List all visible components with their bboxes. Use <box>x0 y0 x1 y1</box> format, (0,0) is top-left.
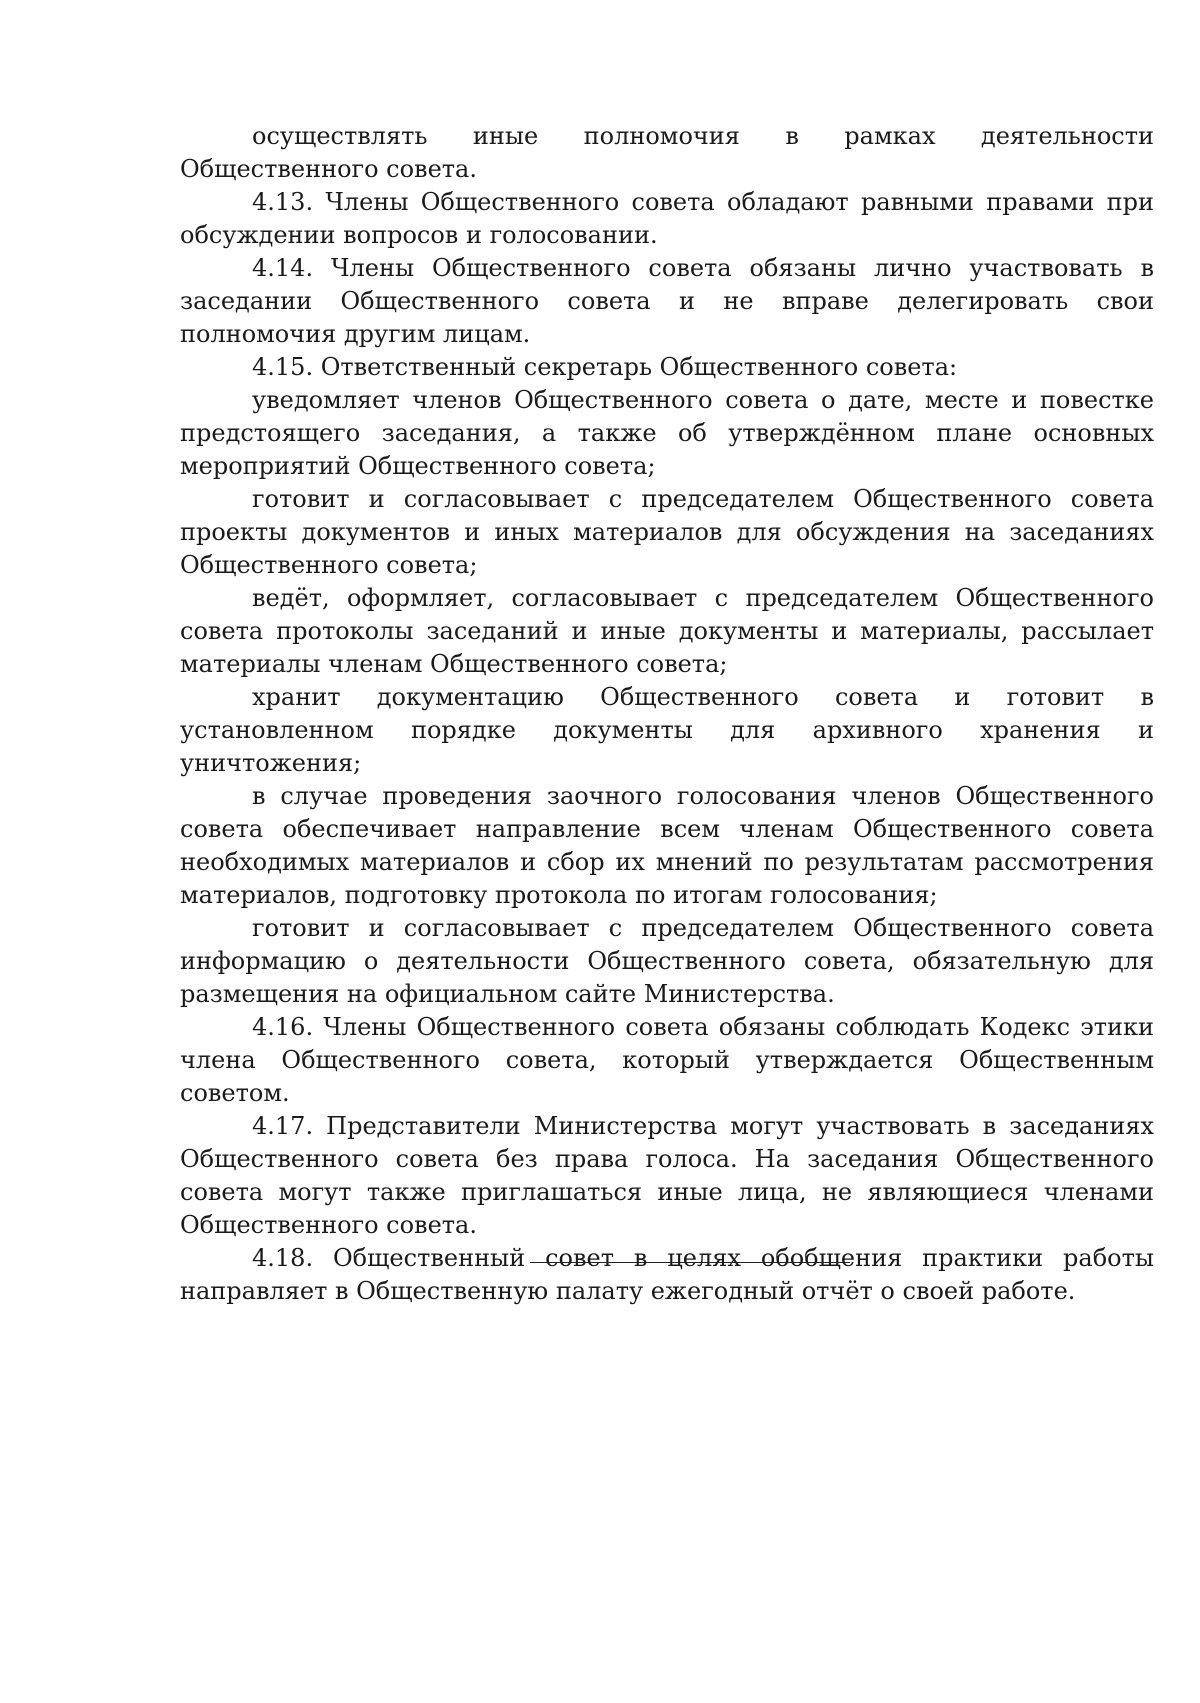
paragraph-4-18: 4.18. Общественный совет в целях обобщения практики работы направляет в Общественную палату ежегодный отчёт о своей работе. <box>180 1244 1154 1305</box>
paragraph-4-14: 4.14. Члены Общественного совета обязаны лично участвовать в заседании Общественного совета и не вправе делегировать свои полномочия другим лицам. <box>180 254 1154 348</box>
end-divider-line <box>530 1262 850 1263</box>
paragraph-secretary-absentee-vote: в случае проведения заочного голосования членов Общественного совета обеспечивает направление всем членам Общественного совета необходимых материалов и сбор их мнений по результатам рассмотрения материалов, подготовку протокола по итогам голосования; <box>180 782 1154 909</box>
document-body <box>180 120 1154 1308</box>
paragraph-4-16: 4.16. Члены Общественного совета обязаны соблюдать Кодекс этики члена Общественного совета, который утверждается Общественным советом. <box>180 1013 1154 1107</box>
paragraph-secretary-minutes: ведёт, оформляет, согласовывает с председателем Общественного совета протоколы заседаний и иные документы и материалы, рассылает материалы членам Общественного совета; <box>180 584 1154 678</box>
paragraph-continuation: осуществлять иные полномочия в рамках деятельности Общественного совета. <box>180 122 1154 183</box>
paragraph-secretary-notifies: уведомляет членов Общественного совета о дате, месте и повестке предстоящего заседания, а также об утверждённом плане основных мероприятий Общественного совета; <box>180 386 1154 480</box>
paragraph-secretary-archive: хранит документацию Общественного совета и готовит в установленном порядке документы для архивного хранения и уничтожения; <box>180 683 1154 777</box>
paragraph-secretary-prepares: готовит и согласовывает с председателем Общественного совета проекты документов и иных материалов для обсуждения на заседаниях Общественного совета; <box>180 485 1154 579</box>
paragraph-4-13: 4.13. Члены Общественного совета обладают равными правами при обсуждении вопросов и голосовании. <box>180 188 1154 249</box>
paragraph-4-15: 4.15. Ответственный секретарь Общественного совета: <box>252 353 958 381</box>
paragraph-4-17: 4.17. Представители Министерства могут участвовать в заседаниях Общественного совета без права голоса. На заседания Общественного совета могут также приглашаться иные лица, не являющиеся членами Общественного совета. <box>180 1112 1154 1239</box>
paragraph-secretary-website-info: готовит и согласовывает с председателем Общественного совета информацию о деятельности Общественного совета, обязательную для размещения на официальном сайте Министерства. <box>180 914 1154 1008</box>
